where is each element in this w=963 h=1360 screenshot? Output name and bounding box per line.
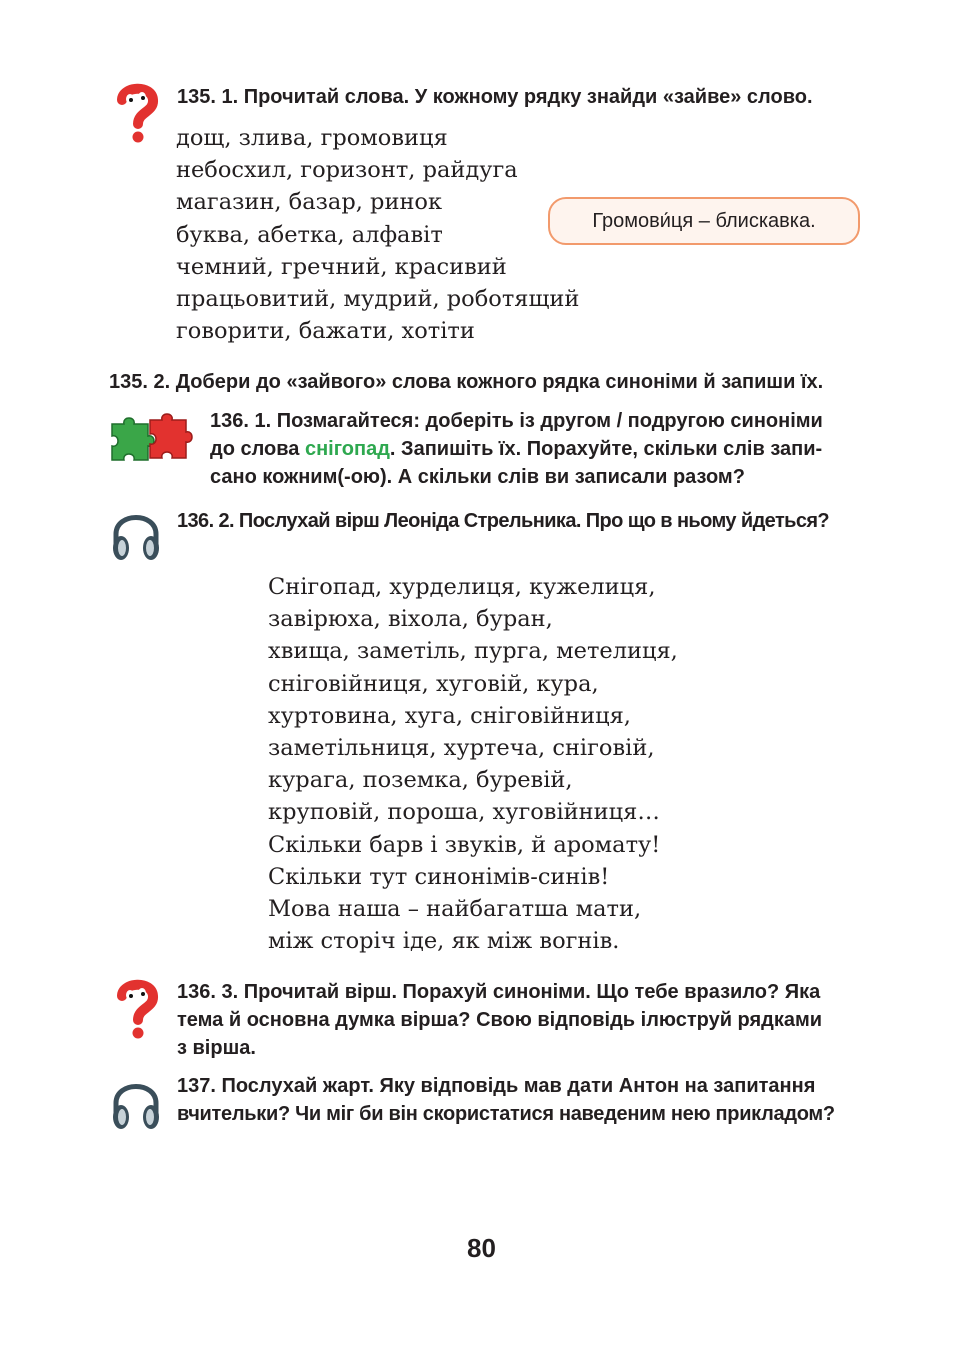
- ex136-1-line: [210, 435, 823, 463]
- question-icon: [112, 82, 162, 144]
- question-icon: [112, 978, 162, 1040]
- ex136-3-line: з вірша.: [177, 1037, 256, 1059]
- ex136-1-text-part: . Запишіть їх. Порахуйте, скільки слів запи-: [389, 438, 823, 460]
- word-line: працьовитий, мудрий, роботящий: [176, 286, 580, 313]
- poem-line: Снігопад, хурделиця, кужелиця,: [268, 574, 656, 600]
- ex136-2-title: 136. 2. Послухай вірш Леоніда Стрельника. Про що в ньому йдеться?: [177, 510, 830, 532]
- poem-line: хвища, заметіль, пурга, метелиця,: [268, 638, 678, 665]
- headphones-icon: [108, 504, 164, 564]
- poem-line: сніговійниця, хуговій, кура,: [268, 670, 599, 697]
- word-list: [176, 122, 579, 347]
- ex135-2-title: 135. 2. Добери до «зайвого» слова кожного рядка синоніми й запиши їх.: [109, 371, 824, 393]
- word-line: магазин, базар, ринок: [176, 189, 443, 216]
- ex136-3-text: [177, 978, 822, 1062]
- ex136-1-text-part: до слова: [210, 438, 305, 460]
- poem-line: Скільки барв і звуків, й аромату!: [268, 831, 661, 858]
- ex137-line: вчительки? Чи міг би він скористатися наведеним нею прикладом?: [177, 1103, 835, 1125]
- poem: [268, 571, 678, 957]
- poem-line: хуртовина, хуга, сніговійниця,: [268, 702, 631, 729]
- word-line: говорити, бажати, хотіти: [176, 318, 475, 345]
- ex137-line: 137. Послухай жарт. Яку відповідь мав дати Антон на запитання: [177, 1075, 816, 1097]
- poem-line: круповій, пороша, хуговійниця…: [268, 799, 660, 826]
- ex137-text: [177, 1072, 835, 1128]
- poem-line: між сторіч іде, як між вогнів.: [268, 928, 620, 955]
- word-line: чемний, гречний, красивий: [176, 253, 507, 280]
- page-number: 80: [467, 1233, 496, 1263]
- ex136-1-line: сано кожним(-ою). А скільки слів ви записали разом?: [210, 466, 745, 488]
- ex136-1-line: 136. 1. Позмагайтеся: доберіть із другом / подругою синоніми: [210, 410, 823, 432]
- poem-line: Мова наша – найбагатша мати,: [268, 896, 642, 923]
- word-line: буква, абетка, алфавіт: [176, 221, 443, 248]
- headphones-icon: [108, 1073, 164, 1133]
- ex135-1-title: 135. 1. Прочитай слова. У кожному рядку знайди «зайве» слово.: [177, 86, 813, 108]
- word-line: дощ, злива, громовиця: [176, 125, 448, 151]
- ex136-3-line: тема й основна думка вірша? Свою відповідь ілюструй рядками: [177, 1009, 823, 1031]
- poem-line: Скільки тут синонімів-синів!: [268, 863, 610, 890]
- puzzle-icon: [108, 410, 196, 468]
- poem-line: курага, поземка, буревій,: [268, 767, 573, 794]
- ex136-1-text: [210, 407, 823, 491]
- poem-line: заметільниця, хуртеча, сніговій,: [268, 735, 655, 762]
- poem-line: завірюха, віхола, буран,: [268, 606, 553, 633]
- word-line: небосхил, горизонт, райдуга: [176, 157, 518, 184]
- ex136-3-line: 136. 3. Прочитай вірш. Порахуй синоніми. Що тебе вразило? Яка: [177, 981, 821, 1003]
- keyword-snigopad: снігопад: [304, 438, 390, 460]
- definition-note: Громови́ця – блискавка.: [548, 197, 860, 245]
